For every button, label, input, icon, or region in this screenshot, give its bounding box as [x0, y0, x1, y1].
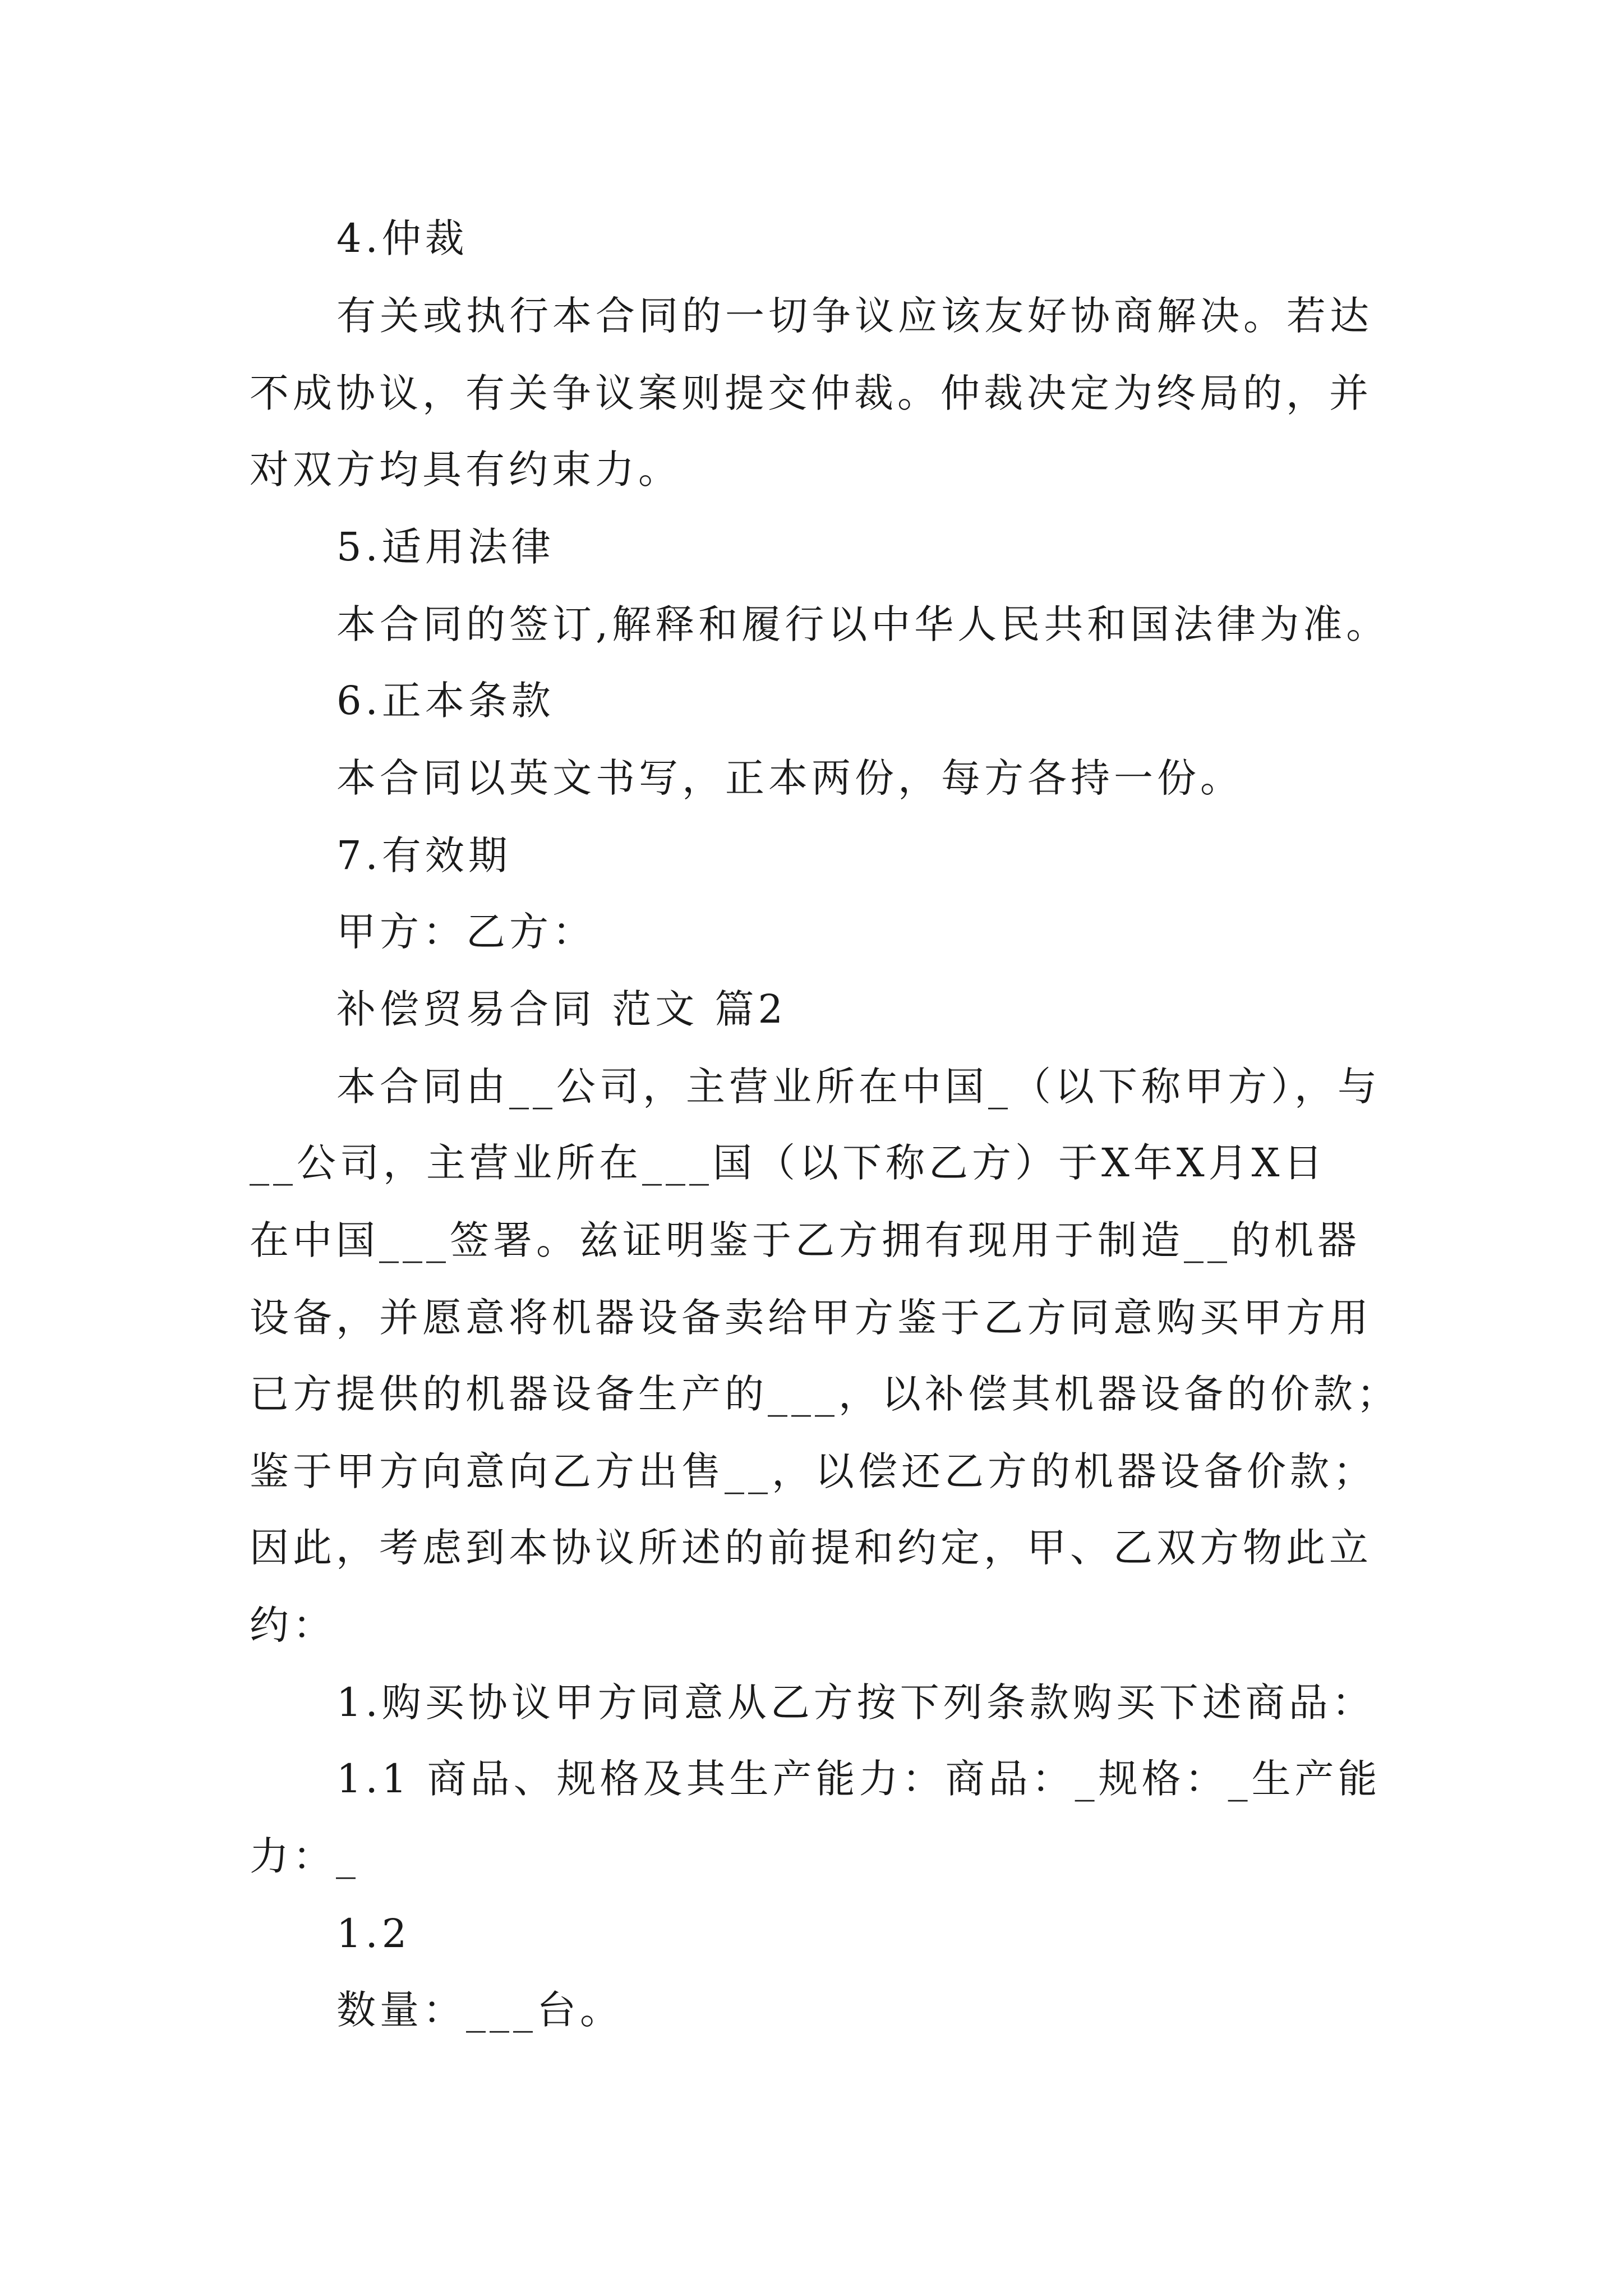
section-heading-original-copies: 6.正本条款: [336, 678, 555, 724]
paragraph-line: 对双方均具有约束力。: [250, 447, 681, 493]
clause-number: 1.2: [336, 1911, 411, 1957]
clause-purchase-agreement: 1.购买协议甲方同意从乙方按下列条款购买下述商品：: [336, 1680, 1375, 1726]
signature-parties-line: 甲方：乙方：: [336, 909, 596, 955]
paragraph-line: 鉴于甲方向意向乙方出售__，以偿还乙方的机器设备价款；: [250, 1448, 1376, 1494]
section-heading-arbitration: 4.仲裁: [336, 215, 468, 261]
paragraph-line: 约：: [250, 1602, 336, 1648]
clause-goods-specs: 1.1 商品、规格及其生产能力：商品：_规格：_生产能: [336, 1756, 1381, 1802]
paragraph-line: 力：_: [250, 1833, 359, 1879]
paragraph-line: __公司，主营业所在___国（以下称乙方）于X年X月X日: [250, 1140, 1327, 1186]
paragraph-line: 因此，考虑到本协议所述的前提和约定，甲、乙双方物此立: [250, 1525, 1372, 1571]
paragraph-line: 已方提供的机器设备生产的___，以补偿其机器设备的价款；: [250, 1371, 1400, 1417]
paragraph-line: 本合同的签订,解释和履行以中华人民共和国法律为准。: [336, 601, 1390, 647]
paragraph-line: 有关或执行本合同的一切争议应该友好协商解决。若达: [336, 293, 1373, 339]
paragraph-line: 不成协议，有关争议案则提交仲裁。仲裁决定为终局的，并: [250, 370, 1372, 416]
contract-title: 补偿贸易合同 范文 篇2: [336, 986, 787, 1032]
paragraph-line: 本合同以英文书写，正本两份，每方各持一份。: [336, 755, 1243, 801]
clause-quantity: 数量：___台。: [336, 1987, 623, 2033]
section-heading-applicable-law: 5.适用法律: [336, 524, 555, 570]
paragraph-line: 在中国___签署。兹证明鉴于乙方拥有现用于制造__的机器: [250, 1217, 1361, 1263]
section-heading-validity: 7.有效期: [336, 832, 511, 878]
paragraph-line: 本合同由__公司，主营业所在中国_（以下称甲方），与: [336, 1064, 1381, 1110]
paragraph-line: 设备，并愿意将机器设备卖给甲方鉴于乙方同意购买甲方用: [250, 1295, 1372, 1341]
